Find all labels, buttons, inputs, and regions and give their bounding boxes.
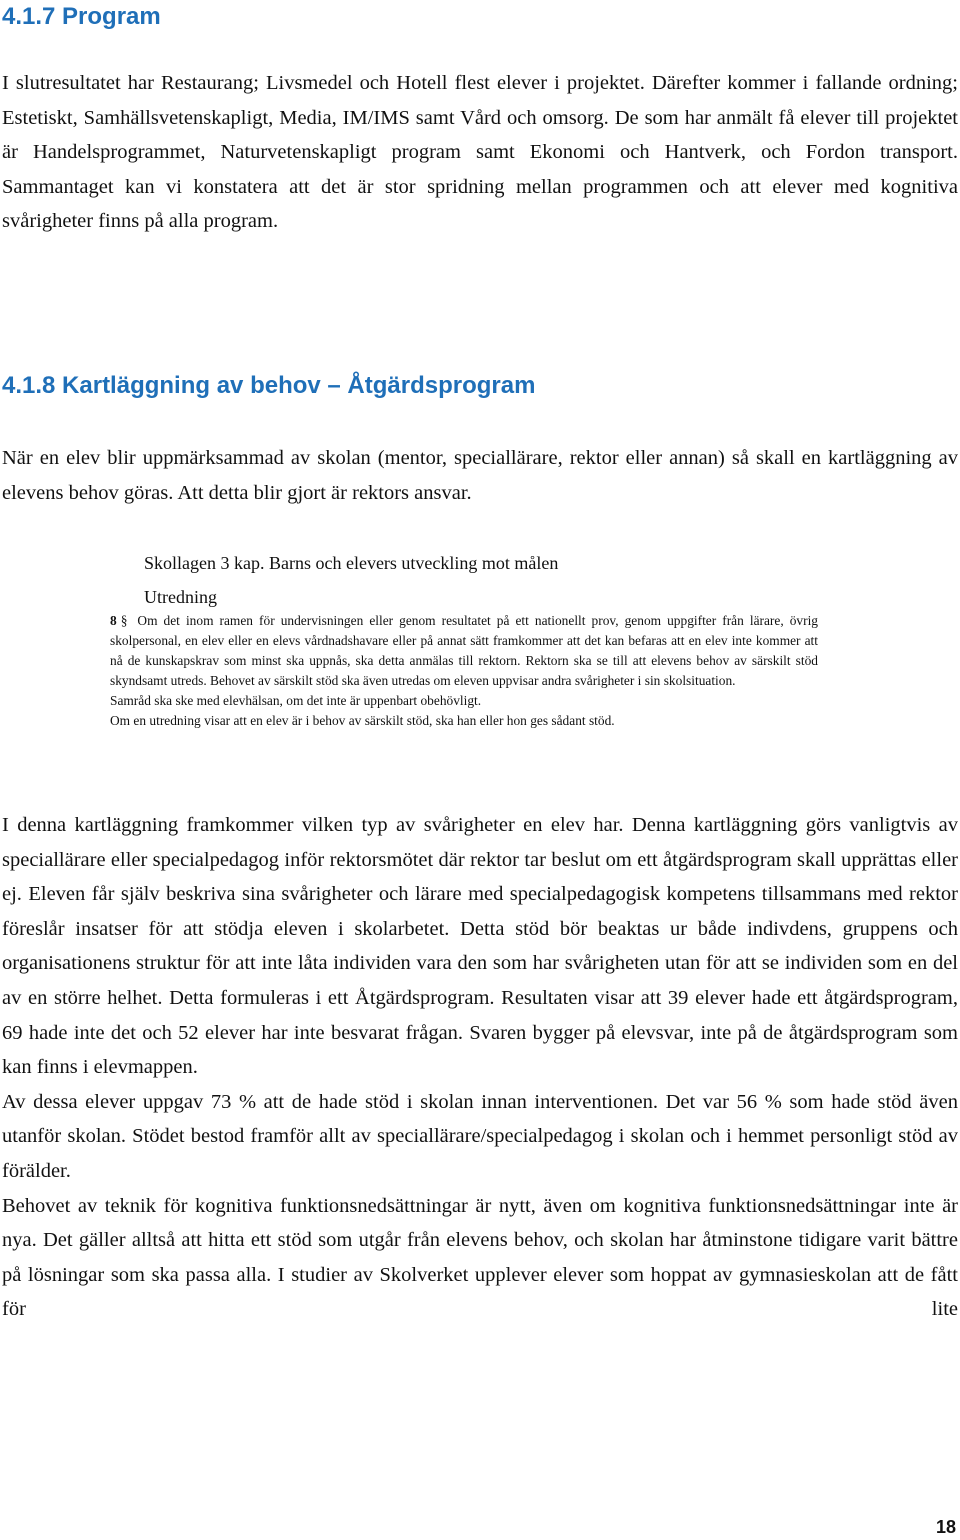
law-paragraph	[110, 611, 818, 691]
page-number: 18	[935, 1517, 956, 1537]
body-paragraph-kartlaggning: I denna kartläggning framkommer vilken typ av svårigheter en elev har. Denna kartläggning görs vanligtvis av speciallärare eller specialpedagog inför rektorsmötet där rektor tar beslut om ett åtgärdsprogram skall upprättas eller ej. Eleven får själv beskriva sina svårigheter och lärare med specialpedagogisk kompetens tillsammans med rektor föreslår insatser för att stödja eleven i skolarbetet. Detta stöd bör beaktas ur både indivdens, gruppens och organisationens struktur för att inte låta individen vara den som har svårigheten utan för att se individen som en del av en större helhet. Detta formuleras i ett Åtgärdsprogram. Resultaten visar att 39 elever hade ett åtgärdsprogram, 69 hade inte det och 52 elever har inte besvarat frågan. Svaren bygger på elevsvar, inte på de åtgärdsprogram som kan finns i elevmappen.	[2, 814, 958, 1079]
law-quote-block	[110, 611, 818, 731]
law-text-utredning: Om en utredning visar att en elev är i behov av särskilt stöd, ska han eller hon ges sådant stöd.	[110, 713, 615, 728]
program-paragraph: I slutresultatet har Restaurang; Livsmedel och Hotell flest elever i projektet. Därefter kommer i fallande ordning; Estetiskt, Samhällsvetenskapligt, Media, IM/IMS samt Vård och omsorg. De som har anmält få elever till projektet är Handelsprogrammet, Naturvetenskapligt program samt Ekonomi och Hantverk, och Fordon transport. Sammantaget kan vi konstatera att det är stor spridning mellan programmen och att elever med kognitiva svårigheter finns på alla program.	[2, 72, 958, 233]
body-paragraph-stod: Av dessa elever uppgav 73 % att de hade stöd i skolan innan interventionen. Det var 56 % som hade stöd även utanför skolan. Stödet bestod framför allt av speciallärare/specialpedagog i skolan och i hemmet personligt stöd av förälder.	[2, 1090, 958, 1182]
law-subtitle: Utredning	[144, 587, 217, 607]
kartlaggning-intro-paragraph: När en elev blir uppmärksammad av skolan (mentor, speciallärare, rektor eller annan) så skall en kartläggning av elevens behov göras. Att detta blir gjort är rektors ansvar.	[2, 447, 958, 504]
law-text-main: Om det inom ramen för undervisningen eller genom resultatet på ett nationellt prov, genom uppgifter från lärare, övrig skolpersonal, en elev eller en elevs vårdnadshavare eller på annat sätt framkommer att det kan befaras att en elev inte kommer att nå de kunskapskrav som minst ska uppnås, ska detta anmälas till rektorn. Rektorn ska se till att elevens behov av särskilt stöd skyndsamt utreds. Behovet av särskilt stöd ska även utredas om eleven uppvisar andra svårigheter i sin skolsituation.	[110, 613, 818, 688]
law-reference: Skollagen 3 kap. Barns och elevers utveckling mot målen	[144, 553, 559, 573]
law-text-samrad: Samråd ska ske med elevhälsan, om det inte är uppenbart obehövligt.	[110, 693, 482, 708]
body-text-block	[2, 808, 958, 1327]
body-paragraph-teknik: Behovet av teknik för kognitiva funktionsnedsättningar är nytt, även om kognitiva funktionsnedsättningar inte är nya. Det gäller alltså att hitta ett stöd som utgår från elevens behov, och skolan har åtminstone tidigare varit bättre på lösningar som ska passa alla. I studier av Skolverket upplever elever som hoppat av gymnasieskolan att de fått för lite	[2, 1194, 958, 1321]
section-sign: §	[120, 613, 128, 628]
section-heading-program: 4.1.7 Program	[2, 3, 161, 30]
law-paragraph-number: 8	[110, 613, 117, 628]
section-heading-kartlaggning: 4.1.8 Kartläggning av behov – Åtgärdsprogram	[2, 372, 536, 399]
